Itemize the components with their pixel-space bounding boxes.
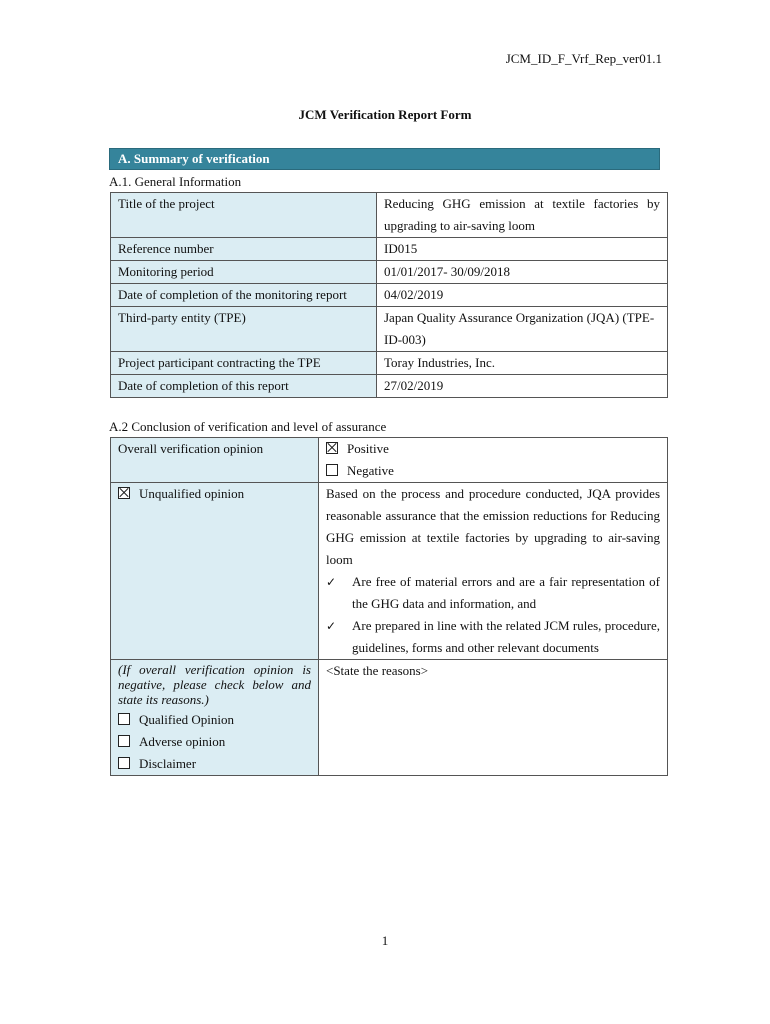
table-row: [111, 261, 668, 284]
qualified-checkbox[interactable]: [118, 713, 130, 725]
a1-heading: A.1. General Information: [109, 174, 242, 189]
general-info-table: [110, 192, 668, 398]
row-label: Monitoring period: [111, 261, 377, 284]
row-value: 27/02/2019: [377, 375, 668, 398]
negative-checkbox[interactable]: [326, 464, 338, 476]
unqualified-statement: [319, 483, 668, 660]
table-row: [111, 352, 668, 375]
overall-opinion-options: [319, 438, 668, 483]
checkmark-icon: ✓: [326, 575, 337, 589]
overall-opinion-label: Overall verification opinion: [111, 438, 319, 483]
row-label: Project participant contracting the TPE: [111, 352, 377, 375]
disclaimer-label: Disclaimer: [139, 756, 197, 771]
disclaimer-checkbox[interactable]: [118, 757, 130, 769]
positive-label: Positive: [347, 441, 389, 456]
table-row: [111, 375, 668, 398]
list-item: [326, 615, 660, 659]
a2-heading: A.2 Conclusion of verification and level of assurance: [109, 419, 387, 434]
unqualified-text: Based on the process and procedure conducted, JQA provides reasonable assurance that the emission reductions for Reducing GHG emission at textile factories by upgrading to air-saving loom: [326, 486, 660, 567]
negative-opinion-cell: [111, 660, 319, 776]
unqualified-cell: [111, 483, 319, 660]
row-label: Reference number: [111, 238, 377, 261]
negative-note: (If overall verification opinion is negative, please check below and state its reasons.): [118, 662, 311, 707]
adverse-label: Adverse opinion: [139, 734, 226, 749]
table-row: [111, 660, 668, 776]
unqualified-label: Unqualified opinion: [139, 486, 245, 501]
list-item: [326, 571, 660, 615]
page-title: JCM Verification Report Form: [298, 107, 472, 122]
page-number: 1: [381, 933, 389, 948]
row-label: Date of completion of this report: [111, 375, 377, 398]
row-value: Toray Industries, Inc.: [377, 352, 668, 375]
qualified-label: Qualified Opinion: [139, 712, 234, 727]
document-id: JCM_ID_F_Vrf_Rep_ver01.1: [505, 51, 662, 66]
row-label: Date of completion of the monitoring report: [111, 284, 377, 307]
reasons-field[interactable]: <State the reasons>: [319, 660, 668, 776]
bullet-text: Are free of material errors and are a fair representation of the GHG data and information, and: [352, 574, 660, 611]
positive-checkbox[interactable]: [326, 442, 338, 454]
bullet-text: Are prepared in line with the related JCM rules, procedure, guidelines, forms and other relevant documents: [352, 618, 660, 655]
table-row: [111, 193, 668, 238]
conclusion-table: [110, 437, 668, 776]
negative-label: Negative: [347, 463, 394, 478]
row-value: ID015: [377, 238, 668, 261]
checkmark-icon: ✓: [326, 619, 337, 633]
table-row: [111, 438, 668, 483]
row-value: Japan Quality Assurance Organization (JQA) (TPE-ID-003): [377, 307, 668, 352]
row-value: Reducing GHG emission at textile factories by upgrading to air-saving loom: [377, 193, 668, 238]
section-a-heading: A. Summary of verification: [109, 148, 660, 170]
table-row: [111, 307, 668, 352]
table-row: [111, 483, 668, 660]
table-row: [111, 284, 668, 307]
row-value: 01/01/2017- 30/09/2018: [377, 261, 668, 284]
row-label: Title of the project: [111, 193, 377, 238]
row-value: 04/02/2019: [377, 284, 668, 307]
table-row: [111, 238, 668, 261]
unqualified-checkbox[interactable]: [118, 487, 130, 499]
adverse-checkbox[interactable]: [118, 735, 130, 747]
row-label: Third-party entity (TPE): [111, 307, 377, 352]
